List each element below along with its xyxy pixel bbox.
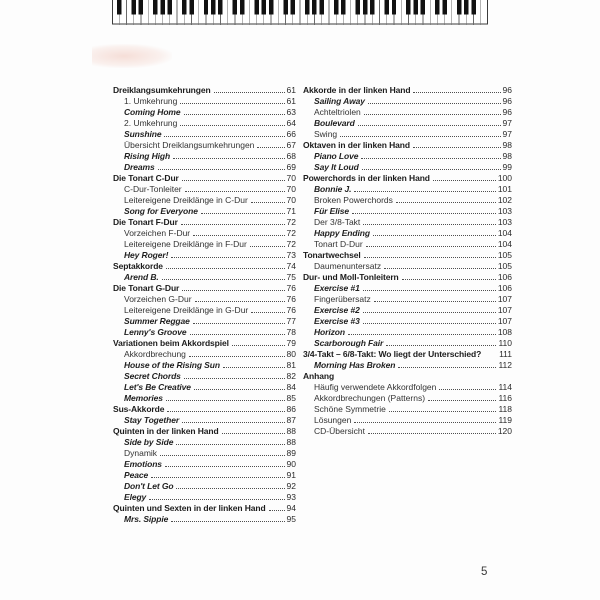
- toc-entry: [303, 260, 512, 271]
- toc-entry-page: 99: [502, 162, 512, 172]
- toc-entry: [303, 425, 512, 436]
- dot-leader: [363, 290, 496, 291]
- toc-entry-page: 72: [286, 239, 296, 249]
- toc-entry-page: 85: [286, 393, 296, 403]
- toc-entry-page: 108: [497, 327, 512, 337]
- toc-entry: [113, 458, 296, 469]
- toc-entry: [303, 183, 512, 194]
- toc-section-entry: [303, 139, 512, 150]
- toc-entry-page: 77: [286, 316, 296, 326]
- toc-entry-label: Übersicht Dreiklangsumkehrungen: [124, 140, 255, 150]
- toc-entry-page: 74: [286, 261, 296, 271]
- toc-entry-label: C-Dur-Tonleiter: [124, 184, 182, 194]
- toc-entry: [303, 194, 512, 205]
- toc-entry-label: Dreams: [124, 162, 155, 172]
- toc-entry-page: 95: [286, 514, 296, 524]
- toc-entry: [303, 238, 512, 249]
- toc-entry: [303, 304, 512, 315]
- dot-leader: [171, 521, 284, 522]
- dot-leader: [374, 301, 496, 302]
- toc-entry-page: 107: [497, 305, 512, 315]
- toc-entry-label: Broken Powerchords: [314, 195, 393, 205]
- dot-leader: [389, 411, 497, 412]
- dot-leader: [361, 158, 500, 159]
- toc-entry: [113, 304, 296, 315]
- toc-entry: [113, 194, 296, 205]
- toc-entry-page: 112: [498, 360, 512, 370]
- toc-entry: [113, 150, 296, 161]
- toc-entry-label: Say It Loud: [314, 162, 359, 172]
- dot-leader: [190, 334, 285, 335]
- toc-entry-label: Piano Love: [314, 151, 359, 161]
- toc-entry: [303, 95, 512, 106]
- toc-entry-page: 97: [502, 118, 512, 128]
- toc-entry-page: 91: [286, 470, 296, 480]
- toc-entry-page: 116: [498, 393, 512, 403]
- toc-entry-label: Vorzeichen G-Dur: [124, 294, 192, 304]
- toc-entry-page: 106: [497, 283, 512, 293]
- toc-entry: [113, 271, 296, 282]
- dot-leader: [386, 345, 496, 346]
- toc-entry-label: Akkordbrechung: [124, 349, 186, 359]
- toc-entry-page: 118: [498, 404, 512, 414]
- dot-leader: [223, 367, 285, 368]
- toc-entry-page: 106: [497, 272, 512, 282]
- dot-leader: [250, 246, 285, 247]
- toc-entry-label: Die Tonart G-Dur: [113, 283, 180, 293]
- toc-entry-label: Peace: [124, 470, 149, 480]
- dot-leader: [185, 191, 285, 192]
- toc-entry-page: 71: [286, 206, 296, 216]
- dot-leader: [384, 268, 496, 269]
- toc-entry-label: Achteltriolen: [314, 107, 361, 117]
- toc-entry: [303, 403, 512, 414]
- toc-entry-page: 87: [286, 415, 296, 425]
- toc-entry: [113, 436, 296, 447]
- toc-entry-page: 81: [286, 360, 296, 370]
- toc-entry: [113, 205, 296, 216]
- toc-entry-page: 72: [286, 228, 296, 238]
- toc-entry: [113, 183, 296, 194]
- dot-leader: [354, 422, 496, 423]
- toc-entry-label: Tonart D-Dur: [314, 239, 363, 249]
- toc-entry: [303, 205, 512, 216]
- toc-section-entry: [113, 502, 296, 513]
- toc-section-entry: [113, 172, 296, 183]
- dot-leader: [180, 103, 284, 104]
- toc-entry: [303, 227, 512, 238]
- dot-leader: [251, 202, 285, 203]
- toc-entry: [303, 326, 512, 337]
- dot-leader: [373, 235, 496, 236]
- toc-entry-page: 119: [498, 415, 512, 425]
- toc-section-entry: [113, 282, 296, 293]
- toc-entry-label: 2. Umkehrung: [124, 118, 178, 128]
- toc-entry-label: Lenny's Groove: [124, 327, 187, 337]
- toc-entry-label: Powerchords in der linken Hand: [303, 173, 430, 183]
- toc-section-entry: [113, 337, 296, 348]
- toc-entry-page: 102: [497, 195, 512, 205]
- toc-entry-label: Der 3/8-Takt: [314, 217, 361, 227]
- toc-entry-page: 72: [286, 217, 296, 227]
- toc-entry-label: Elegy: [124, 492, 147, 502]
- toc-entry-page: 82: [286, 371, 296, 381]
- dot-leader: [363, 312, 496, 313]
- toc-entry-page: 70: [286, 173, 296, 183]
- toc-section-entry: [303, 370, 512, 381]
- dot-leader: [149, 499, 284, 500]
- toc-entry: [113, 326, 296, 337]
- toc-entry-page: 104: [497, 228, 512, 238]
- toc-entry-label: Die Tonart F-Dur: [113, 217, 178, 227]
- toc-entry-page: 79: [286, 338, 296, 348]
- toc-entry-page: 94: [286, 503, 296, 513]
- dot-leader: [352, 213, 496, 214]
- dot-leader: [222, 433, 285, 434]
- toc-entry-page: 100: [497, 173, 512, 183]
- toc-entry-page: 80: [286, 349, 296, 359]
- toc-section-entry: [303, 172, 512, 183]
- toc-entry: [113, 359, 296, 370]
- toc-entry-label: Leitereigene Dreiklänge in C-Dur: [124, 195, 248, 205]
- piano-keyboard-image: [112, 0, 488, 25]
- toc-entry-page: 93: [286, 492, 296, 502]
- toc-entry-page: 101: [497, 184, 512, 194]
- toc-section-entry: [113, 260, 296, 271]
- dot-leader: [181, 224, 285, 225]
- dot-leader: [193, 235, 284, 236]
- toc-entry-page: 110: [498, 338, 512, 348]
- toc-entry-label: Swing: [314, 129, 338, 139]
- toc-entry-label: Secret Chords: [124, 371, 181, 381]
- dot-leader: [182, 290, 284, 291]
- toc-entry-page: 105: [497, 261, 512, 271]
- toc-entry: [113, 392, 296, 403]
- dot-leader: [340, 136, 500, 137]
- toc-entry-page: 120: [497, 426, 512, 436]
- toc-entry-page: 111: [499, 349, 512, 359]
- toc-entry-page: 84: [286, 382, 296, 392]
- toc-entry-label: CD-Übersicht: [314, 426, 366, 436]
- toc-entry-label: Anhang: [303, 371, 335, 381]
- toc-entry-label: Exercise #1: [314, 283, 360, 293]
- toc-column-left: [113, 84, 296, 524]
- dot-leader: [362, 169, 501, 170]
- dot-leader: [166, 268, 285, 269]
- toc-entry-page: 96: [502, 96, 512, 106]
- toc-entry-page: 105: [497, 250, 512, 260]
- scan-smudge: [92, 44, 172, 68]
- toc-entry-page: 88: [286, 437, 296, 447]
- toc-entry: [303, 392, 512, 403]
- dot-leader: [439, 389, 496, 390]
- dot-leader: [214, 92, 285, 93]
- toc-entry: [113, 293, 296, 304]
- toc-entry-page: 96: [502, 107, 512, 117]
- toc-entry-label: Bonnie J.: [314, 184, 352, 194]
- dot-leader: [195, 301, 285, 302]
- dot-leader: [363, 224, 496, 225]
- toc-entry-label: Dynamik: [124, 448, 158, 458]
- dot-leader: [232, 345, 285, 346]
- toc-section-entry: [113, 84, 296, 95]
- toc-entry-page: 75: [286, 272, 296, 282]
- toc-section-entry: [113, 216, 296, 227]
- toc-entry-label: Emotions: [124, 459, 162, 469]
- toc-entry: [303, 414, 512, 425]
- toc-entry-page: 107: [497, 294, 512, 304]
- toc-column-right: [303, 84, 512, 436]
- dot-leader: [402, 279, 496, 280]
- dot-leader: [413, 92, 500, 93]
- dot-leader: [251, 312, 284, 313]
- toc-entry-label: Side by Side: [124, 437, 174, 447]
- dot-leader: [158, 169, 285, 170]
- toc-entry-label: Schöne Symmetrie: [314, 404, 386, 414]
- toc-entry-label: Song for Everyone: [124, 206, 198, 216]
- dot-leader: [413, 147, 501, 148]
- dot-leader: [201, 213, 285, 214]
- toc-entry-label: Lösungen: [314, 415, 352, 425]
- toc-entry: [113, 95, 296, 106]
- toc-entry-label: Scarborough Fair: [314, 338, 384, 348]
- dot-leader: [176, 488, 284, 489]
- toc-entry-label: Häufig verwendete Akkordfolgen: [314, 382, 437, 392]
- toc-entry-label: Arend B.: [124, 272, 159, 282]
- toc-entry: [113, 315, 296, 326]
- dot-leader: [184, 114, 285, 115]
- toc-entry: [303, 293, 512, 304]
- toc-entry: [113, 491, 296, 502]
- toc-entry: [113, 513, 296, 524]
- toc-entry-label: Sus-Akkorde: [113, 404, 165, 414]
- toc-entry: [303, 128, 512, 139]
- dot-leader: [182, 422, 284, 423]
- toc-entry: [303, 216, 512, 227]
- dot-leader: [396, 202, 496, 203]
- dot-leader: [165, 466, 285, 467]
- toc-entry-page: 97: [502, 129, 512, 139]
- toc-entry: [113, 447, 296, 458]
- toc-entry-page: 66: [286, 129, 296, 139]
- toc-entry-page: 98: [502, 151, 512, 161]
- toc-entry: [303, 106, 512, 117]
- toc-entry-label: Tonartwechsel: [303, 250, 361, 260]
- toc-entry-page: 88: [286, 426, 296, 436]
- toc-entry-label: Variationen beim Akkordspiel: [113, 338, 229, 348]
- toc-entry-label: Coming Home: [124, 107, 181, 117]
- toc-entry-page: 86: [286, 404, 296, 414]
- toc-entry-page: 68: [286, 151, 296, 161]
- toc-entry-page: 98: [502, 140, 512, 150]
- toc-entry-label: Septakkorde: [113, 261, 163, 271]
- toc-entry-page: 76: [286, 283, 296, 293]
- toc-entry: [113, 469, 296, 480]
- toc-entry-page: 64: [286, 118, 296, 128]
- toc-entry-label: Sunshine: [124, 129, 162, 139]
- toc-entry-page: 61: [286, 85, 296, 95]
- toc-entry-label: Exercise #2: [314, 305, 360, 315]
- toc-entry: [113, 139, 296, 150]
- dot-leader: [348, 334, 496, 335]
- dot-leader: [167, 411, 284, 412]
- toc-entry-page: 96: [502, 85, 512, 95]
- dot-leader: [428, 400, 496, 401]
- toc-section-entry: [113, 425, 296, 436]
- page-number: 5: [481, 566, 488, 578]
- dot-leader: [184, 378, 285, 379]
- dot-leader: [176, 444, 284, 445]
- dot-leader: [182, 180, 285, 181]
- toc-entry: [113, 238, 296, 249]
- toc-entry: [303, 282, 512, 293]
- toc-entry-page: 90: [286, 459, 296, 469]
- toc-entry-label: Sailing Away: [314, 96, 365, 106]
- toc-entry-page: 76: [286, 305, 296, 315]
- toc-entry: [113, 128, 296, 139]
- toc-entry-page: 76: [286, 294, 296, 304]
- toc-entry-label: Leitereigene Dreiklänge in F-Dur: [124, 239, 247, 249]
- toc-entry-label: Quinten in der linken Hand: [113, 426, 219, 436]
- toc-entry-page: 107: [497, 316, 512, 326]
- toc-entry-page: 61: [286, 96, 296, 106]
- toc-entry-label: 1. Umkehrung: [124, 96, 178, 106]
- toc-entry: [113, 249, 296, 260]
- toc-entry-page: 114: [498, 382, 512, 392]
- dot-leader: [173, 158, 284, 159]
- toc-entry-label: Leitereigene Dreiklänge in G-Dur: [124, 305, 249, 315]
- toc-entry-label: Stay Together: [124, 415, 180, 425]
- toc-entry: [303, 381, 512, 392]
- toc-entry-page: 70: [286, 195, 296, 205]
- dot-leader: [162, 279, 285, 280]
- toc-entry-page: 92: [286, 481, 296, 491]
- toc-entry-label: Akkorde in der linken Hand: [303, 85, 411, 95]
- dot-leader: [269, 510, 285, 511]
- toc-entry: [113, 106, 296, 117]
- toc-entry-label: Vorzeichen F-Dur: [124, 228, 191, 238]
- toc-entry-label: Dreiklangsumkehrungen: [113, 85, 211, 95]
- toc-entry-page: 67: [286, 140, 296, 150]
- toc-entry-label: Horizon: [314, 327, 345, 337]
- toc-entry-label: 3/4-Takt – 6/8-Takt: Wo liegt der Unterschied?: [303, 349, 482, 359]
- dot-leader: [193, 323, 285, 324]
- dot-leader: [366, 246, 496, 247]
- dot-leader: [398, 367, 496, 368]
- toc-section-entry: [113, 403, 296, 414]
- dot-leader: [368, 433, 496, 434]
- toc-entry-page: 104: [497, 239, 512, 249]
- toc-entry-label: Exercise #3: [314, 316, 360, 326]
- toc-entry-page: 89: [286, 448, 296, 458]
- toc-entry-page: 63: [286, 107, 296, 117]
- toc-entry: [303, 315, 512, 326]
- toc-entry-page: 103: [497, 206, 512, 216]
- toc-entry: [303, 359, 512, 370]
- toc-entry-label: Quinten und Sexten in der linken Hand: [113, 503, 266, 513]
- dot-leader: [354, 191, 495, 192]
- dot-leader: [364, 114, 501, 115]
- toc-entry: [113, 348, 296, 359]
- toc-section-entry: [303, 348, 512, 359]
- dot-leader: [433, 180, 496, 181]
- toc-entry-label: Boulevard: [314, 118, 355, 128]
- toc-entry-label: Morning Has Broken: [314, 360, 396, 370]
- toc-entry: [303, 337, 512, 348]
- toc-entry-page: 69: [286, 162, 296, 172]
- toc-entry: [113, 480, 296, 491]
- dot-leader: [194, 389, 285, 390]
- dot-leader: [151, 477, 284, 478]
- toc-section-entry: [303, 84, 512, 95]
- dot-leader: [160, 455, 284, 456]
- toc-entry: [303, 117, 512, 128]
- dot-leader: [180, 125, 284, 126]
- toc-entry-label: Die Tonart C-Dur: [113, 173, 179, 183]
- toc-section-entry: [303, 271, 512, 282]
- toc-entry-label: Fingerübersatz: [314, 294, 371, 304]
- toc-entry-label: Oktaven in der linken Hand: [303, 140, 410, 150]
- toc-entry-page: 78: [286, 327, 296, 337]
- toc-entry-label: Für Elise: [314, 206, 350, 216]
- dot-leader: [368, 103, 501, 104]
- dot-leader: [257, 147, 284, 148]
- toc-entry-label: Dur- und Moll-Tonleitern: [303, 272, 399, 282]
- toc-section-entry: [303, 249, 512, 260]
- toc-entry: [303, 150, 512, 161]
- dot-leader: [164, 136, 284, 137]
- toc-entry: [113, 381, 296, 392]
- toc-entry-label: Rising High: [124, 151, 171, 161]
- toc-entry: [113, 414, 296, 425]
- dot-leader: [189, 356, 285, 357]
- toc-entry-label: Summer Reggae: [124, 316, 190, 326]
- dot-leader: [358, 125, 501, 126]
- toc-entry-label: Don't Let Go: [124, 481, 174, 491]
- dot-leader: [171, 257, 284, 258]
- toc-entry: [113, 161, 296, 172]
- toc-entry-label: Memories: [124, 393, 163, 403]
- toc-entry: [113, 370, 296, 381]
- toc-entry: [113, 227, 296, 238]
- toc-entry: [303, 161, 512, 172]
- toc-entry-page: 70: [286, 184, 296, 194]
- toc-entry-label: Let's Be Creative: [124, 382, 191, 392]
- toc-entry-label: Hey Roger!: [124, 250, 169, 260]
- toc-entry-label: House of the Rising Sun: [124, 360, 220, 370]
- dot-leader: [363, 323, 496, 324]
- toc-entry-label: Akkordbrechungen (Patterns): [314, 393, 426, 403]
- toc-entry-page: 73: [286, 250, 296, 260]
- dot-leader: [166, 400, 285, 401]
- toc-entry-label: Happy Ending: [314, 228, 370, 238]
- toc-entry-page: 103: [497, 217, 512, 227]
- dot-leader: [364, 257, 496, 258]
- toc-entry-label: Mrs. Sippie: [124, 514, 169, 524]
- toc-entry: [113, 117, 296, 128]
- toc-entry-label: Daumenuntersatz: [314, 261, 382, 271]
